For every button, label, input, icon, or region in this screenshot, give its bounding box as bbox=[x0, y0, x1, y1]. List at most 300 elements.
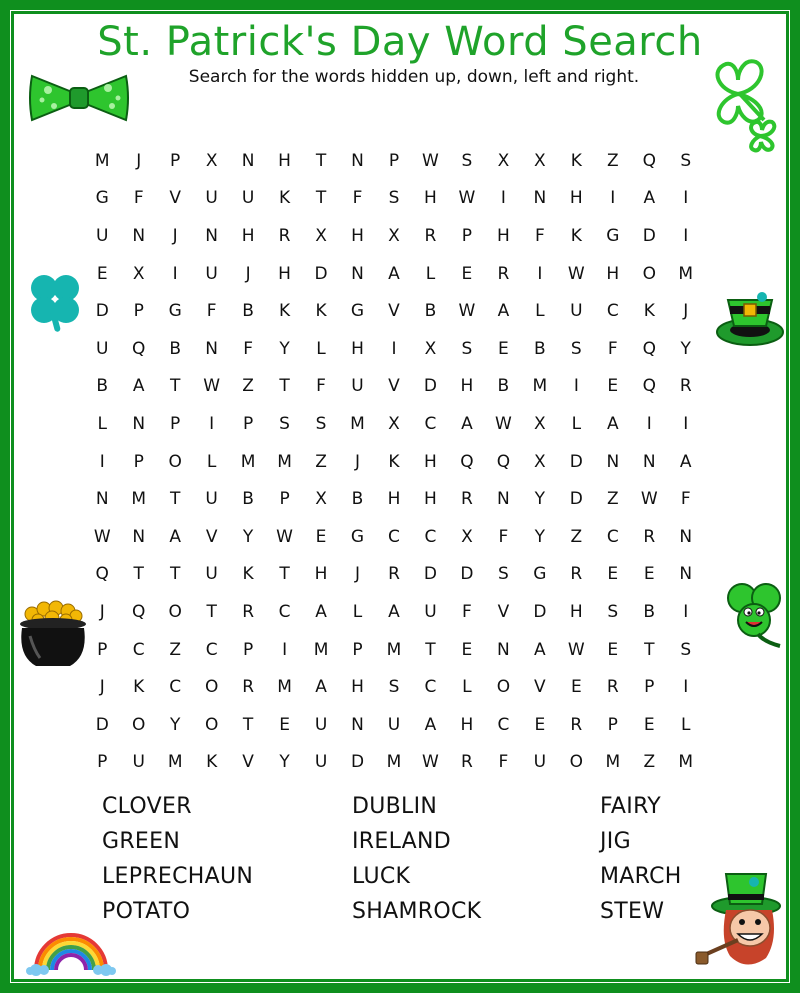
grid-letter: X bbox=[315, 225, 327, 246]
grid-letter: Q bbox=[642, 150, 656, 171]
grid-letter: C bbox=[497, 714, 510, 735]
grid-letter: W bbox=[567, 263, 585, 284]
grid-letter: S bbox=[315, 413, 327, 434]
grid-letter: F bbox=[352, 188, 363, 209]
grid-letter: O bbox=[204, 714, 219, 735]
grid-letter: I bbox=[683, 188, 689, 209]
grid-letter: H bbox=[606, 263, 620, 284]
grid-letter: X bbox=[388, 225, 400, 246]
grid-letter: X bbox=[132, 263, 145, 284]
grid-letter: W bbox=[422, 150, 439, 171]
grid-letter: I bbox=[282, 639, 288, 660]
grid-letter: X bbox=[424, 338, 437, 359]
grid-letter: C bbox=[132, 639, 145, 660]
grid-letter: B bbox=[424, 301, 437, 322]
grid-letter: Z bbox=[643, 752, 656, 773]
grid-letter: W bbox=[567, 639, 585, 660]
grid-letter: W bbox=[203, 376, 221, 397]
grid-letter: L bbox=[535, 301, 545, 322]
grid-letter: G bbox=[533, 564, 547, 585]
grid-letter: U bbox=[351, 376, 364, 397]
grid-letter: T bbox=[169, 489, 181, 510]
grid-letter: H bbox=[424, 451, 437, 472]
grid-letter: T bbox=[133, 564, 144, 585]
grid-letter: H bbox=[241, 225, 255, 246]
word-list bbox=[102, 792, 722, 926]
grid-letter: I bbox=[500, 188, 506, 209]
grid-letter: I bbox=[391, 338, 397, 359]
grid-letter: E bbox=[279, 714, 290, 735]
grid-letter: M bbox=[131, 489, 147, 510]
grid-letter: Y bbox=[534, 526, 546, 547]
grid-letter: U bbox=[314, 752, 328, 773]
grid-letter: A bbox=[424, 714, 437, 735]
grid-letter: A bbox=[534, 639, 546, 660]
grid-letter: L bbox=[352, 601, 363, 622]
grid-row bbox=[84, 255, 704, 293]
grid-letter: G bbox=[95, 188, 109, 209]
grid-letter: C bbox=[424, 677, 437, 698]
grid-letter: D bbox=[642, 225, 656, 246]
grid-letter: W bbox=[276, 526, 293, 547]
grid-letter: M bbox=[240, 451, 256, 472]
grid-letter: L bbox=[316, 338, 326, 359]
grid-row bbox=[84, 556, 704, 594]
grid-letter: T bbox=[315, 150, 327, 171]
grid-letter: I bbox=[683, 225, 689, 246]
grid-letter: U bbox=[387, 714, 401, 735]
bow-tie-icon bbox=[28, 70, 130, 126]
grid-letter: K bbox=[388, 451, 400, 472]
grid-letter: U bbox=[96, 225, 109, 246]
grid-letter: Z bbox=[570, 526, 583, 547]
grid-letter: D bbox=[423, 564, 437, 585]
grid-letter: L bbox=[206, 451, 217, 472]
grid-letter: N bbox=[351, 150, 364, 171]
grid-letter: S bbox=[388, 188, 400, 209]
grid-letter: X bbox=[497, 150, 510, 171]
grid-letter: A bbox=[315, 677, 327, 698]
grid-letter: J bbox=[683, 301, 689, 322]
grid-letter: T bbox=[242, 714, 254, 735]
grid-letter: N bbox=[95, 489, 109, 510]
grid-letter: J bbox=[245, 263, 251, 284]
grid-letter: B bbox=[169, 338, 181, 359]
grid-letter: C bbox=[424, 413, 437, 434]
grid-row bbox=[84, 443, 704, 481]
grid-letter: P bbox=[242, 639, 254, 660]
grid-letter: O bbox=[168, 601, 182, 622]
grid-letter: T bbox=[169, 564, 181, 585]
grid-letter: L bbox=[97, 413, 107, 434]
grid-letter: S bbox=[607, 601, 619, 622]
grid-letter: D bbox=[95, 301, 109, 322]
grid-letter: C bbox=[205, 639, 218, 660]
grid-letter: R bbox=[461, 752, 473, 773]
grid-letter: N bbox=[642, 451, 656, 472]
smiling-shamrock-icon bbox=[722, 580, 788, 652]
grid-letter: F bbox=[534, 225, 545, 246]
grid-letter: O bbox=[569, 752, 584, 773]
grid-letter: P bbox=[279, 489, 290, 510]
grid-letter: I bbox=[683, 601, 689, 622]
grid-letter: M bbox=[678, 752, 694, 773]
grid-letter: F bbox=[206, 301, 217, 322]
grid-letter: F bbox=[243, 338, 253, 359]
grid-row bbox=[84, 480, 704, 518]
grid-letter: W bbox=[422, 752, 439, 773]
grid-letter: T bbox=[169, 376, 181, 397]
grid-letter: C bbox=[606, 301, 619, 322]
grid-letter: Y bbox=[242, 526, 254, 547]
grid-letter: I bbox=[683, 677, 689, 698]
grid-row bbox=[84, 142, 704, 180]
grid-letter: B bbox=[351, 489, 364, 510]
grid-letter: M bbox=[277, 677, 292, 698]
grid-letter: P bbox=[97, 639, 108, 660]
grid-letter: M bbox=[386, 752, 402, 773]
grid-letter: W bbox=[640, 489, 658, 510]
grid-letter: U bbox=[205, 564, 218, 585]
grid-letter: P bbox=[461, 225, 473, 246]
word-item: FAIRY bbox=[600, 794, 661, 819]
grid-letter: U bbox=[314, 714, 328, 735]
grid-letter: C bbox=[606, 526, 619, 547]
grid-letter: D bbox=[460, 564, 474, 585]
grid-letter: U bbox=[132, 752, 145, 773]
grid-letter: U bbox=[533, 752, 547, 773]
grid-letter: E bbox=[534, 714, 546, 735]
grid-letter: X bbox=[388, 413, 400, 434]
grid-row bbox=[84, 706, 704, 744]
grid-letter: I bbox=[209, 413, 215, 434]
grid-letter: H bbox=[351, 338, 364, 359]
grid-letter: E bbox=[607, 376, 619, 397]
grid-letter: E bbox=[96, 263, 108, 284]
grid-letter: J bbox=[99, 601, 105, 622]
grid-letter: M bbox=[313, 639, 329, 660]
grid-letter: D bbox=[95, 714, 109, 735]
grid-letter: Z bbox=[169, 639, 181, 660]
grid-letter: E bbox=[315, 526, 327, 547]
grid-letter: E bbox=[643, 714, 655, 735]
grid-letter: Y bbox=[279, 338, 290, 359]
grid-letter: A bbox=[388, 601, 400, 622]
grid-letter: V bbox=[242, 752, 254, 773]
grid-letter: S bbox=[279, 413, 290, 434]
grid-letter: J bbox=[172, 225, 178, 246]
grid-letter: I bbox=[172, 263, 178, 284]
grid-letter: P bbox=[644, 677, 655, 698]
grid-letter: A bbox=[679, 451, 692, 472]
grid-letter: U bbox=[241, 188, 255, 209]
grid-letter: Y bbox=[534, 489, 546, 510]
grid-letter: E bbox=[570, 677, 582, 698]
word-item: LUCK bbox=[352, 864, 411, 889]
grid-letter: T bbox=[425, 639, 436, 660]
grid-letter: F bbox=[316, 376, 326, 397]
grid-letter: N bbox=[606, 451, 620, 472]
grid-letter: H bbox=[424, 188, 437, 209]
grid-letter: L bbox=[462, 677, 472, 698]
shamrock-outline-icon bbox=[702, 50, 790, 160]
grid-letter: N bbox=[679, 526, 693, 547]
word-item: JIG bbox=[600, 829, 631, 854]
word-item: SHAMROCK bbox=[352, 899, 482, 924]
grid-letter: J bbox=[99, 677, 105, 698]
grid-letter: O bbox=[642, 263, 656, 284]
grid-letter: N bbox=[132, 526, 146, 547]
grid-letter: B bbox=[497, 376, 510, 397]
grid-letter: R bbox=[606, 677, 619, 698]
grid-row bbox=[84, 668, 704, 706]
grid-letter: H bbox=[460, 714, 474, 735]
grid-letter: Q bbox=[132, 338, 146, 359]
grid-letter: K bbox=[206, 752, 218, 773]
grid-letter: N bbox=[241, 150, 255, 171]
grid-row bbox=[84, 180, 704, 218]
word-item: DUBLIN bbox=[352, 794, 438, 819]
grid-letter: E bbox=[461, 639, 473, 660]
grid-letter: P bbox=[170, 150, 181, 171]
grid-letter: N bbox=[497, 639, 510, 660]
grid-letter: X bbox=[534, 150, 546, 171]
grid-row bbox=[84, 330, 704, 368]
grid-letter: H bbox=[460, 376, 474, 397]
grid-row bbox=[84, 405, 704, 443]
grid-letter: R bbox=[242, 677, 255, 698]
grid-letter: X bbox=[315, 489, 327, 510]
grid-letter: M bbox=[605, 752, 621, 773]
grid-letter: X bbox=[461, 526, 473, 547]
grid-letter: O bbox=[496, 677, 511, 698]
grid-letter: A bbox=[606, 413, 619, 434]
grid-letter: R bbox=[424, 225, 437, 246]
grid-letter: N bbox=[679, 564, 693, 585]
grid-letter: Y bbox=[169, 714, 181, 735]
grid-letter: D bbox=[314, 263, 328, 284]
grid-letter: Q bbox=[132, 601, 146, 622]
grid-row bbox=[84, 744, 704, 782]
grid-letter: S bbox=[461, 150, 473, 171]
grid-letter: P bbox=[242, 413, 254, 434]
grid-letter: K bbox=[643, 301, 655, 322]
grid-letter: R bbox=[242, 601, 255, 622]
grid-letter: K bbox=[570, 225, 582, 246]
grid-letter: F bbox=[498, 526, 509, 547]
grid-letter: T bbox=[644, 639, 655, 660]
grid-letter: N bbox=[497, 489, 510, 510]
grid-row bbox=[84, 217, 704, 255]
grid-letter: P bbox=[607, 714, 618, 735]
leprechaun-face-icon bbox=[680, 870, 784, 974]
grid-letter: V bbox=[169, 188, 181, 209]
grid-letter: P bbox=[170, 413, 181, 434]
grid-letter: T bbox=[279, 564, 290, 585]
grid-letter: K bbox=[242, 564, 254, 585]
grid-letter: Q bbox=[460, 451, 474, 472]
grid-letter: V bbox=[388, 376, 400, 397]
letter-grid bbox=[84, 142, 704, 781]
grid-letter: K bbox=[570, 150, 582, 171]
grid-letter: I bbox=[610, 188, 616, 209]
grid-letter: A bbox=[169, 526, 181, 547]
grid-letter: M bbox=[386, 639, 402, 660]
grid-letter: U bbox=[96, 338, 109, 359]
grid-letter: D bbox=[569, 489, 583, 510]
grid-letter: Q bbox=[95, 564, 109, 585]
grid-letter: O bbox=[168, 451, 182, 472]
grid-letter: O bbox=[132, 714, 146, 735]
rainbow-icon bbox=[26, 926, 116, 976]
grid-letter: A bbox=[643, 188, 656, 209]
word-item: GREEN bbox=[102, 829, 181, 854]
grid-letter: U bbox=[205, 263, 218, 284]
grid-row bbox=[84, 631, 704, 669]
word-item: POTATO bbox=[102, 899, 191, 924]
grid-letter: W bbox=[494, 413, 512, 434]
grid-letter: C bbox=[169, 677, 182, 698]
teal-clover-icon bbox=[22, 268, 88, 334]
grid-letter: B bbox=[242, 489, 254, 510]
grid-letter: Q bbox=[496, 451, 511, 472]
grid-letter: E bbox=[607, 564, 619, 585]
grid-letter: A bbox=[388, 263, 400, 284]
grid-letter: H bbox=[351, 677, 364, 698]
word-item: MARCH bbox=[600, 864, 682, 889]
grid-letter: R bbox=[570, 564, 583, 585]
grid-letter: Z bbox=[242, 376, 254, 397]
grid-letter: Y bbox=[279, 752, 290, 773]
grid-letter: M bbox=[678, 263, 694, 284]
grid-row bbox=[84, 292, 704, 330]
grid-letter: D bbox=[423, 376, 437, 397]
grid-letter: I bbox=[573, 376, 579, 397]
grid-row bbox=[84, 518, 704, 556]
grid-letter: J bbox=[136, 150, 142, 171]
grid-letter: F bbox=[607, 338, 618, 359]
grid-letter: A bbox=[315, 601, 327, 622]
word-item: STEW bbox=[600, 899, 665, 924]
grid-letter: R bbox=[388, 564, 400, 585]
grid-letter: L bbox=[680, 714, 691, 735]
grid-letter: U bbox=[205, 188, 218, 209]
grid-letter: X bbox=[205, 150, 218, 171]
grid-letter: R bbox=[497, 263, 510, 284]
grid-letter: Q bbox=[642, 338, 656, 359]
grid-letter: M bbox=[167, 752, 183, 773]
grid-letter: P bbox=[133, 451, 144, 472]
grid-letter: R bbox=[461, 489, 473, 510]
grid-letter: L bbox=[425, 263, 436, 284]
grid-letter: F bbox=[680, 489, 691, 510]
grid-letter: G bbox=[350, 526, 365, 547]
grid-letter: X bbox=[534, 451, 546, 472]
grid-letter: K bbox=[315, 301, 327, 322]
word-item: IRELAND bbox=[352, 829, 451, 854]
grid-letter: H bbox=[496, 225, 510, 246]
grid-letter: I bbox=[99, 451, 105, 472]
grid-letter: S bbox=[570, 338, 582, 359]
grid-letter: F bbox=[498, 752, 509, 773]
grid-letter: W bbox=[93, 526, 111, 547]
grid-letter: R bbox=[643, 526, 656, 547]
grid-letter: W bbox=[458, 188, 476, 209]
grid-letter: D bbox=[569, 451, 583, 472]
grid-letter: N bbox=[351, 714, 364, 735]
grid-letter: U bbox=[570, 301, 583, 322]
grid-letter: T bbox=[315, 188, 327, 209]
grid-letter: B bbox=[643, 601, 656, 622]
grid-letter: R bbox=[570, 714, 583, 735]
grid-letter: H bbox=[569, 188, 583, 209]
grid-letter: E bbox=[461, 263, 473, 284]
grid-letter: J bbox=[355, 451, 361, 472]
grid-letter: R bbox=[679, 376, 692, 397]
grid-row bbox=[84, 593, 704, 631]
grid-letter: T bbox=[206, 601, 217, 622]
grid-letter: I bbox=[683, 413, 689, 434]
grid-letter: N bbox=[205, 338, 218, 359]
grid-letter: S bbox=[680, 150, 692, 171]
grid-letter: M bbox=[532, 376, 548, 397]
grid-letter: N bbox=[533, 188, 547, 209]
grid-letter: Q bbox=[642, 376, 656, 397]
grid-letter: A bbox=[497, 301, 510, 322]
grid-letter: M bbox=[350, 413, 365, 434]
grid-letter: N bbox=[132, 225, 146, 246]
grid-letter: H bbox=[314, 564, 328, 585]
grid-letter: B bbox=[534, 338, 546, 359]
grid-letter: P bbox=[388, 150, 400, 171]
grid-letter: Z bbox=[606, 489, 619, 510]
grid-letter: W bbox=[458, 301, 476, 322]
grid-letter: I bbox=[537, 263, 543, 284]
grid-letter: O bbox=[204, 677, 219, 698]
worksheet bbox=[10, 10, 790, 983]
grid-letter: U bbox=[424, 601, 437, 622]
grid-letter: E bbox=[607, 639, 619, 660]
grid-letter: H bbox=[351, 225, 364, 246]
grid-letter: C bbox=[424, 526, 437, 547]
grid-letter: K bbox=[133, 677, 145, 698]
grid-letter: K bbox=[279, 301, 291, 322]
page-title: St. Patrick's Day Word Search bbox=[97, 19, 703, 65]
grid-letter: M bbox=[277, 451, 292, 472]
grid-letter: P bbox=[97, 752, 108, 773]
grid-letter: T bbox=[279, 376, 290, 397]
grid-letter: Z bbox=[606, 150, 619, 171]
grid-letter: I bbox=[646, 413, 652, 434]
grid-letter: S bbox=[461, 338, 473, 359]
grid-letter: G bbox=[606, 225, 620, 246]
grid-letter: V bbox=[534, 677, 546, 698]
word-item: LEPRECHAUN bbox=[102, 864, 254, 889]
grid-letter: C bbox=[278, 601, 291, 622]
grid-letter: U bbox=[205, 489, 218, 510]
grid-letter: N bbox=[351, 263, 364, 284]
word-item: CLOVER bbox=[102, 794, 192, 819]
grid-letter: N bbox=[132, 413, 146, 434]
grid-letter: R bbox=[278, 225, 291, 246]
grid-letter: F bbox=[133, 188, 144, 209]
grid-letter: M bbox=[94, 150, 110, 171]
grid-letter: V bbox=[388, 301, 400, 322]
grid-letter: V bbox=[205, 526, 218, 547]
grid-letter: A bbox=[461, 413, 473, 434]
grid-letter: B bbox=[96, 376, 109, 397]
grid-letter: B bbox=[242, 301, 254, 322]
